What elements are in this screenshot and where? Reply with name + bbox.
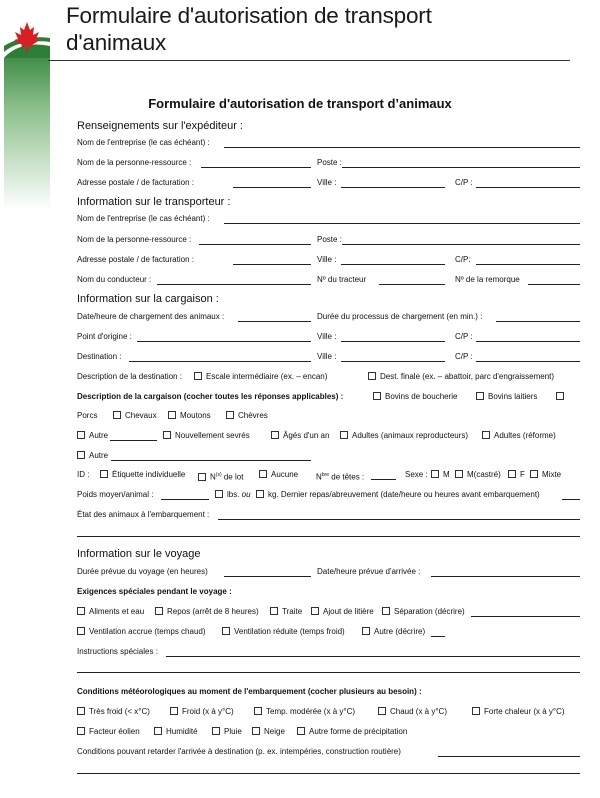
arrival-field[interactable] (431, 576, 580, 577)
dest-desc-label: Description de la destination : (77, 372, 182, 381)
checkbox-icon (226, 411, 234, 419)
shipper-contact-field[interactable] (201, 167, 311, 168)
destination-city-label: Ville : (317, 352, 337, 361)
shipper-company-field[interactable] (224, 147, 580, 148)
horses-checkbox[interactable]: Chevaux (113, 411, 157, 421)
carrier-contact-field[interactable] (199, 244, 311, 245)
other-req-checkbox[interactable]: Autre (décrire) (362, 627, 425, 637)
humidity-checkbox[interactable]: Humidité (154, 727, 198, 737)
checkbox-icon (168, 411, 176, 419)
beef-cattle-checkbox[interactable]: Bovins de boucherie (373, 392, 458, 402)
female-checkbox[interactable]: F (508, 470, 525, 480)
load-datetime-label: Date/heure de chargement des animaux : (77, 312, 225, 321)
carrier-company-label: Nom de l'entreprise (le cas échéant) : (77, 214, 210, 223)
checkbox-icon (254, 707, 262, 715)
carrier-address-label: Adresse postale / de facturation : (77, 255, 194, 264)
food-water-checkbox[interactable]: Aliments et eau (77, 607, 144, 617)
vent-increase-checkbox[interactable]: Ventilation accrue (temps chaud) (77, 627, 206, 637)
checkbox-icon (482, 431, 490, 439)
carrier-address-field[interactable] (233, 264, 311, 265)
origin-postal-label: C/P : (455, 332, 473, 341)
carrier-contact-label: Nom de la personne-ressource : (77, 235, 192, 244)
head-count-label: $N^{bre}$ de têtes : (316, 472, 365, 482)
shipper-contact-label: Nom de la personne-ressource : (77, 158, 192, 167)
checkbox-icon (382, 607, 390, 615)
special-instr-label: Instructions spéciales : (77, 647, 158, 656)
separation-field[interactable] (471, 616, 580, 617)
special-instr-field-2[interactable] (77, 672, 580, 673)
adults-cull-checkbox[interactable]: Adultes (réforme) (482, 431, 556, 441)
checkbox-icon (77, 431, 85, 439)
carrier-post-field[interactable] (342, 244, 580, 245)
checkbox-icon (271, 431, 279, 439)
checkbox-icon (154, 727, 162, 735)
final-dest-checkbox[interactable]: Dest. finale (ex. – abattoir, parc d'engraissement) (368, 372, 554, 382)
checkbox-icon (472, 707, 480, 715)
rest-checkbox[interactable]: Repos (arrêt de 8 heures) (155, 607, 259, 617)
no-id-checkbox[interactable]: Aucune (259, 470, 298, 480)
snow-checkbox[interactable]: Neige (252, 727, 285, 737)
destination-city-field[interactable] (341, 361, 445, 362)
shipper-post-label: Poste : (317, 158, 342, 167)
checkbox-icon (77, 627, 85, 635)
checkbox-icon (311, 607, 319, 615)
checkbox-icon (77, 707, 85, 715)
special-req-label: Exigences spéciales pendant le voyage : (77, 587, 232, 596)
rain-checkbox[interactable]: Pluie (212, 727, 242, 737)
individual-tag-checkbox[interactable]: Étiquette individuelle (100, 470, 185, 480)
extra-checkbox[interactable] (556, 392, 568, 402)
checkbox-icon (77, 727, 85, 735)
castrated-checkbox[interactable]: M(castré) (455, 470, 501, 480)
kg-checkbox[interactable]: kg. Dernier repas/abreuvement (date/heure ou heures avant embarquement) (256, 490, 540, 500)
checkbox-icon (259, 470, 267, 478)
shipper-postal-field[interactable] (476, 187, 580, 188)
shipper-address-field[interactable] (233, 187, 311, 188)
delay-field-2[interactable] (77, 773, 580, 774)
checkbox-icon (297, 727, 305, 735)
shipper-city-field[interactable] (341, 187, 445, 188)
delay-label: Conditions pouvant retarder l'arrivée à destination (p. ex. intempéries, construction routière) (77, 747, 401, 756)
sheep-checkbox[interactable]: Moutons (168, 411, 211, 421)
checkbox-icon (378, 707, 386, 715)
tractor-label: Nº du tracteur (317, 275, 367, 284)
other-req-field[interactable] (431, 636, 445, 637)
special-instr-field[interactable] (166, 656, 580, 657)
trip-heading: Information sur le voyage (77, 548, 201, 560)
goats-checkbox[interactable]: Chèvres (226, 411, 268, 421)
checkbox-icon (215, 490, 223, 498)
carrier-heading: Information sur le transporteur : (77, 196, 231, 208)
carrier-city-label: Ville : (317, 255, 337, 264)
last-meal-field[interactable] (562, 499, 580, 500)
vent-decrease-checkbox[interactable]: Ventilation réduite (temps froid) (222, 627, 345, 637)
checkbox-icon (198, 473, 206, 481)
carrier-post-label: Poste : (317, 235, 342, 244)
checkbox-icon (362, 627, 370, 635)
origin-postal-field[interactable] (476, 341, 580, 342)
weather-heading: Conditions météorologiques au moment de l'embarquement (cocher plusieurs au besoin) : (77, 687, 422, 696)
shipper-post-field[interactable] (342, 167, 580, 168)
load-duration-label: Durée du processus de chargement (en min.) : (317, 312, 483, 321)
destination-postal-label: C/P : (455, 352, 473, 361)
origin-field[interactable] (137, 341, 311, 342)
animal-condition-label: État des animaux à l'embarquement : (77, 510, 210, 519)
hot-checkbox[interactable]: Chaud (x à y°C) (378, 707, 447, 717)
bedding-checkbox[interactable]: Ajout de litière (311, 607, 374, 617)
destination-label: Destination : (77, 352, 122, 361)
checkbox-icon (163, 431, 171, 439)
other2-field[interactable] (111, 460, 311, 461)
destination-postal-field[interactable] (476, 361, 580, 362)
head-count-field[interactable] (371, 479, 396, 480)
carrier-postal-field[interactable] (476, 264, 580, 265)
male-checkbox[interactable]: M (431, 470, 450, 480)
checkbox-icon (252, 727, 260, 735)
avg-weight-field[interactable] (161, 499, 209, 500)
checkbox-icon (530, 470, 538, 478)
milking-checkbox[interactable]: Traite (270, 607, 302, 617)
checkbox-icon (455, 470, 463, 478)
lbs-checkbox[interactable]: lbs. ou (215, 490, 251, 500)
checkbox-icon (113, 411, 121, 419)
pigs-label: Porcs (77, 411, 98, 420)
checkbox-icon (508, 470, 516, 478)
mixed-checkbox[interactable]: Mixte (530, 470, 561, 480)
under-year-checkbox[interactable]: Âgés d'un an (271, 431, 329, 441)
very-cold-checkbox[interactable]: Très froid (< x°C) (77, 707, 150, 717)
driver-field[interactable] (157, 284, 311, 285)
header-divider (48, 60, 570, 61)
checkbox-icon (368, 372, 376, 380)
checkbox-icon (77, 451, 85, 459)
checkbox-icon (222, 627, 230, 635)
checkbox-icon (77, 607, 85, 615)
shipper-heading: Renseignements sur l'expéditeur : (77, 120, 243, 132)
lot-number-checkbox[interactable]: $N^{(s)}$ de lot (198, 470, 243, 483)
shipper-city-label: Ville : (317, 178, 337, 187)
driver-label: Nom du conducteur : (77, 275, 152, 284)
header-title: Formulaire d'autorisation de transport d'animaux (66, 3, 432, 55)
shipper-company-label: Nom de l'entreprise (le cas échéant) : (77, 138, 210, 147)
arrival-label: Date/heure prévue d'arrivée : (317, 567, 421, 576)
sex-label: Sexe : (405, 470, 428, 479)
carrier-company-field[interactable] (224, 223, 580, 224)
tractor-field[interactable] (379, 284, 445, 285)
origin-city-field[interactable] (341, 341, 445, 342)
delay-field[interactable] (438, 756, 580, 757)
origin-city-label: Ville : (317, 332, 337, 341)
load-datetime-field[interactable] (238, 321, 311, 322)
load-duration-field[interactable] (496, 321, 580, 322)
shipper-address-label: Adresse postale / de facturation : (77, 178, 194, 187)
form-title: Formulaire d'autorisation de transport d’animaux (148, 96, 452, 111)
animal-condition-field[interactable] (218, 519, 580, 520)
carrier-postal-label: C/P: (455, 255, 471, 264)
trailer-field[interactable] (528, 284, 580, 285)
checkbox-icon (170, 707, 178, 715)
other2-checkbox[interactable]: Autre (77, 451, 108, 461)
wind-checkbox[interactable]: Facteur éolien (77, 727, 140, 737)
other-checkbox[interactable]: Autre (77, 431, 108, 441)
checkbox-icon (212, 727, 220, 735)
checkbox-icon (373, 392, 381, 400)
cargo-desc-label: Description de la cargaison (cocher toutes les réponses applicables) : (77, 392, 344, 401)
checkbox-icon (100, 470, 108, 478)
cargo-heading: Information sur la cargaison : (77, 293, 219, 305)
other-field[interactable] (110, 440, 157, 441)
checkbox-icon (270, 607, 278, 615)
checkbox-icon (476, 392, 484, 400)
shipper-postal-label: C/P : (455, 178, 473, 187)
trailer-label: Nº de la remorque (455, 275, 520, 284)
animal-condition-field-2[interactable] (77, 536, 580, 537)
checkbox-icon (431, 470, 439, 478)
origin-label: Point d'origine : (77, 332, 132, 341)
moderate-checkbox[interactable]: Temp. modérée (x à y°C) (254, 707, 355, 717)
checkbox-icon (340, 431, 348, 439)
weaned-checkbox[interactable]: Nouvellement sevrés (163, 431, 250, 441)
avg-weight-label: Poids moyen/animal : (77, 490, 154, 499)
separation-checkbox[interactable]: Séparation (décrire) (382, 607, 465, 617)
checkbox-icon (194, 372, 202, 380)
adults-breed-checkbox[interactable]: Adultes (animaux reproducteurs) (340, 431, 468, 441)
trip-duration-label: Durée prévue du voyage (en heures) (77, 567, 208, 576)
cold-checkbox[interactable]: Froid (x à y°C) (170, 707, 234, 717)
very-hot-checkbox[interactable]: Forte chaleur (x à y°C) (472, 707, 565, 717)
checkbox-icon (256, 490, 264, 498)
id-label: ID : (77, 470, 90, 479)
stopover-checkbox[interactable]: Escale intermédiaire (ex. – encan) (194, 372, 327, 382)
carrier-city-field[interactable] (341, 264, 445, 265)
dairy-cattle-checkbox[interactable]: Bovins laitiers (476, 392, 537, 402)
checkbox-icon (556, 392, 564, 400)
destination-field[interactable] (129, 361, 311, 362)
other-precip-checkbox[interactable]: Autre forme de précipitation (297, 727, 407, 737)
trip-duration-field[interactable] (224, 576, 311, 577)
checkbox-icon (155, 607, 163, 615)
